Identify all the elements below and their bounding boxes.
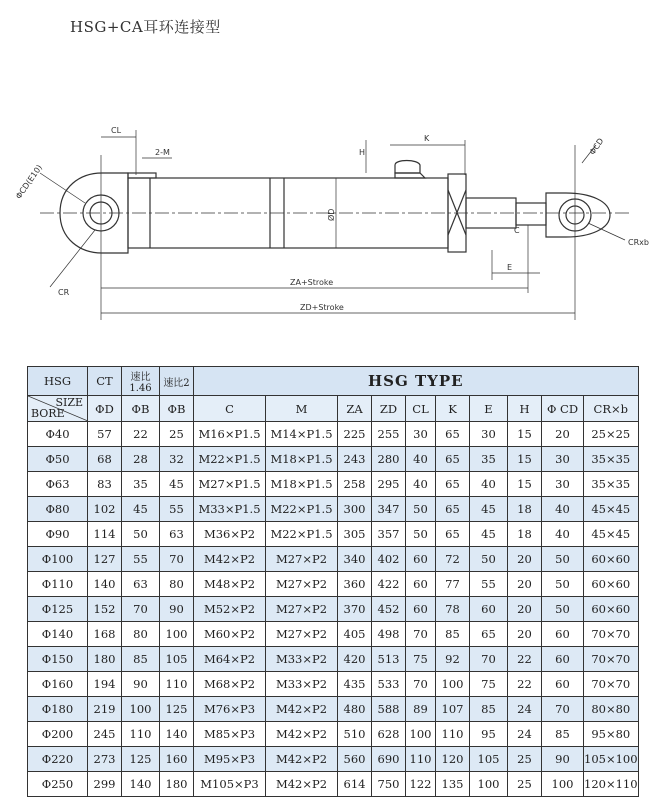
table-cell: 122 <box>406 772 436 797</box>
table-cell: 20 <box>508 622 542 647</box>
table-cell: M33×P2 <box>266 672 338 697</box>
table-cell: 70×70 <box>584 672 639 697</box>
table-cell: 20 <box>542 422 584 447</box>
table-cell: 30 <box>470 422 508 447</box>
table-row <box>28 572 639 597</box>
label-zd: ZD+Stroke <box>300 303 344 312</box>
table-row <box>28 597 639 622</box>
table-cell: 68 <box>88 447 122 472</box>
table-cell: 498 <box>372 622 406 647</box>
table-cell: 110 <box>122 722 160 747</box>
table-cell: M27×P2 <box>266 572 338 597</box>
table-cell: 100 <box>542 772 584 797</box>
table-cell: 63 <box>160 522 194 547</box>
table-cell: 614 <box>338 772 372 797</box>
table-cell: 513 <box>372 647 406 672</box>
table-cell: 60 <box>470 597 508 622</box>
table-cell: 30 <box>406 422 436 447</box>
table-cell: 135 <box>436 772 470 797</box>
table-cell: M52×P2 <box>194 597 266 622</box>
table-cell: Φ110 <box>28 572 88 597</box>
table-row <box>28 647 639 672</box>
table-cell: 75 <box>406 647 436 672</box>
table-cell: 105 <box>160 647 194 672</box>
table-cell: Φ180 <box>28 697 88 722</box>
table-cell: 32 <box>160 447 194 472</box>
table-cell: 510 <box>338 722 372 747</box>
table-row <box>28 497 639 522</box>
table-cell: 15 <box>508 422 542 447</box>
table-cell: 435 <box>338 672 372 697</box>
table-cell: 160 <box>160 747 194 772</box>
table-cell: 225 <box>338 422 372 447</box>
table-cell: 20 <box>508 572 542 597</box>
table-cell: 258 <box>338 472 372 497</box>
table-cell: 560 <box>338 747 372 772</box>
table-cell: 273 <box>88 747 122 772</box>
table-cell: M60×P2 <box>194 622 266 647</box>
table-row <box>28 697 639 722</box>
table-cell: 40 <box>406 472 436 497</box>
table-cell: 102 <box>88 497 122 522</box>
table-cell: Φ250 <box>28 772 88 797</box>
table-cell: 25×25 <box>584 422 639 447</box>
table-cell: 50 <box>406 497 436 522</box>
table-cell: 85 <box>436 622 470 647</box>
table-cell: 105 <box>470 747 508 772</box>
table-cell: M22×P1.5 <box>266 522 338 547</box>
table-cell: 140 <box>88 572 122 597</box>
table-cell: 180 <box>88 647 122 672</box>
table-cell: 300 <box>338 497 372 522</box>
table-cell: M22×P1.5 <box>194 447 266 472</box>
table-cell: M64×P2 <box>194 647 266 672</box>
table-cell: 18 <box>508 497 542 522</box>
header-ct: CT <box>88 367 122 396</box>
table-cell: 219 <box>88 697 122 722</box>
table-cell: 50 <box>470 547 508 572</box>
header-speed146: 速比1.46 <box>122 367 160 396</box>
table-row <box>28 522 639 547</box>
table-cell: M68×P2 <box>194 672 266 697</box>
table-cell: 28 <box>122 447 160 472</box>
table-row <box>28 472 639 497</box>
table-cell: 299 <box>88 772 122 797</box>
table-cell: 180 <box>160 772 194 797</box>
label-od: ØD <box>327 208 336 221</box>
table-cell: 95 <box>470 722 508 747</box>
subheader: ZA <box>338 396 372 422</box>
table-cell: 405 <box>338 622 372 647</box>
table-cell: 65 <box>436 497 470 522</box>
table-cell: 120 <box>436 747 470 772</box>
table-cell: 750 <box>372 772 406 797</box>
label-h: H <box>359 148 366 157</box>
table-cell: 70×70 <box>584 622 639 647</box>
table-cell: 114 <box>88 522 122 547</box>
table-row <box>28 747 639 772</box>
table-row <box>28 447 639 472</box>
table-cell: M18×P1.5 <box>266 447 338 472</box>
table-cell: 30 <box>542 472 584 497</box>
table-cell: Φ40 <box>28 422 88 447</box>
table-cell: Φ125 <box>28 597 88 622</box>
table-cell: M33×P1.5 <box>194 497 266 522</box>
table-cell: 360 <box>338 572 372 597</box>
table-cell: Φ90 <box>28 522 88 547</box>
table-cell: M76×P3 <box>194 697 266 722</box>
table-cell: M105×P3 <box>194 772 266 797</box>
table-cell: 125 <box>122 747 160 772</box>
cylinder-drawing <box>0 95 668 340</box>
table-cell: M27×P2 <box>266 547 338 572</box>
label-crxb: CRxb <box>628 238 649 247</box>
table-cell: 588 <box>372 697 406 722</box>
table-cell: 45 <box>122 497 160 522</box>
port-right <box>395 173 425 178</box>
table-cell: 140 <box>160 722 194 747</box>
header-hsg: HSG <box>28 367 88 396</box>
header-speed2: 速比2 <box>160 367 194 396</box>
table-cell: 85 <box>470 697 508 722</box>
label-k: K <box>424 134 430 143</box>
table-cell: 168 <box>88 622 122 647</box>
table-cell: 35×35 <box>584 447 639 472</box>
table-cell: 347 <box>372 497 406 522</box>
table-cell: 55 <box>160 497 194 522</box>
subheader: ΦB <box>160 396 194 422</box>
table-cell: 40 <box>542 522 584 547</box>
table-cell: 105×100 <box>584 747 639 772</box>
table-cell: 127 <box>88 547 122 572</box>
table-cell: Φ100 <box>28 547 88 572</box>
table-cell: 100 <box>160 622 194 647</box>
label-phicd-left: ΦCD(E10) <box>14 163 45 201</box>
table-cell: 63 <box>122 572 160 597</box>
table-row <box>28 422 639 447</box>
table-cell: 125 <box>160 697 194 722</box>
table-cell: Φ140 <box>28 622 88 647</box>
table-cell: 15 <box>508 472 542 497</box>
table-cell: M42×P2 <box>266 747 338 772</box>
table-cell: 40 <box>470 472 508 497</box>
table-cell: 90 <box>542 747 584 772</box>
table-cell: 90 <box>122 672 160 697</box>
table-cell: M42×P2 <box>266 697 338 722</box>
table-cell: 533 <box>372 672 406 697</box>
table-cell: 35 <box>470 447 508 472</box>
subheader: H <box>508 396 542 422</box>
table-cell: 45 <box>470 497 508 522</box>
label-za: ZA+Stroke <box>290 278 334 287</box>
table-cell: 243 <box>338 447 372 472</box>
table-cell: 60 <box>406 597 436 622</box>
table-cell: Φ200 <box>28 722 88 747</box>
table-cell: 480 <box>338 697 372 722</box>
table-cell: Φ150 <box>28 647 88 672</box>
table-cell: 107 <box>436 697 470 722</box>
label-c: C <box>514 226 520 235</box>
table-cell: 65 <box>436 522 470 547</box>
table-cell: 78 <box>436 597 470 622</box>
table-cell: 70 <box>406 672 436 697</box>
table-cell: M22×P1.5 <box>266 497 338 522</box>
table-cell: 35 <box>122 472 160 497</box>
subheader: CL <box>406 396 436 422</box>
table-cell: 340 <box>338 547 372 572</box>
table-cell: 22 <box>508 647 542 672</box>
table-cell: 60×60 <box>584 597 639 622</box>
table-cell: M14×P1.5 <box>266 422 338 447</box>
table-cell: 194 <box>88 672 122 697</box>
table-cell: 70 <box>122 597 160 622</box>
table-cell: 80 <box>122 622 160 647</box>
table-cell: 83 <box>88 472 122 497</box>
table-cell: 70 <box>406 622 436 647</box>
table-cell: 65 <box>470 622 508 647</box>
page-title: HSG+CA耳环连接型 <box>70 18 221 36</box>
table-cell: 45×45 <box>584 522 639 547</box>
header-size-bore <box>28 396 88 422</box>
subheader: K <box>436 396 470 422</box>
table-row <box>28 672 639 697</box>
table-cell: 22 <box>508 672 542 697</box>
table-cell: M18×P1.5 <box>266 472 338 497</box>
table-cell: 55 <box>470 572 508 597</box>
table-cell: M42×P2 <box>266 722 338 747</box>
table-cell: 24 <box>508 722 542 747</box>
table-cell: 80 <box>160 572 194 597</box>
table-cell: 60 <box>406 547 436 572</box>
table-row <box>28 772 639 797</box>
table-cell: 72 <box>436 547 470 572</box>
subheader: CR×b <box>584 396 639 422</box>
subheader: E <box>470 396 508 422</box>
subheader: ZD <box>372 396 406 422</box>
table-cell: 70×70 <box>584 647 639 672</box>
table-cell: 77 <box>436 572 470 597</box>
table-cell: 420 <box>338 647 372 672</box>
table-cell: 255 <box>372 422 406 447</box>
table-cell: M42×P2 <box>194 547 266 572</box>
table-cell: M95×P3 <box>194 747 266 772</box>
table-cell: 280 <box>372 447 406 472</box>
table-cell: 40 <box>406 447 436 472</box>
table-cell: 100 <box>436 672 470 697</box>
subheader: Φ CD <box>542 396 584 422</box>
header-size: SIZE <box>55 396 83 409</box>
table-row <box>28 622 639 647</box>
table-cell: 45 <box>160 472 194 497</box>
table-cell: 60 <box>406 572 436 597</box>
table-cell: 45×45 <box>584 497 639 522</box>
table-cell: 422 <box>372 572 406 597</box>
table-cell: 402 <box>372 547 406 572</box>
table-cell: 45 <box>470 522 508 547</box>
table-cell: 50 <box>542 572 584 597</box>
table-cell: M36×P2 <box>194 522 266 547</box>
table-cell: 85 <box>542 722 584 747</box>
table-cell: 60 <box>542 622 584 647</box>
table-cell: 60×60 <box>584 572 639 597</box>
header-hsg-type: HSG TYPE <box>194 367 639 396</box>
table-cell: 50 <box>542 547 584 572</box>
spec-table-body <box>28 422 639 797</box>
table-cell: M42×P2 <box>266 772 338 797</box>
table-cell: 245 <box>88 722 122 747</box>
table-cell: 65 <box>436 447 470 472</box>
table-cell: 65 <box>436 472 470 497</box>
table-cell: 22 <box>122 422 160 447</box>
label-e: E <box>507 263 513 272</box>
table-row <box>28 722 639 747</box>
table-cell: 370 <box>338 597 372 622</box>
table-cell: 24 <box>508 697 542 722</box>
label-2m: 2-M <box>155 148 170 157</box>
table-cell: 100 <box>406 722 436 747</box>
table-cell: 25 <box>508 772 542 797</box>
table-cell: 57 <box>88 422 122 447</box>
table-cell: Φ50 <box>28 447 88 472</box>
table-cell: M85×P3 <box>194 722 266 747</box>
subheader: ΦD <box>88 396 122 422</box>
table-cell: Φ63 <box>28 472 88 497</box>
table-cell: 110 <box>160 672 194 697</box>
table-cell: 60 <box>542 672 584 697</box>
table-cell: 140 <box>122 772 160 797</box>
table-cell: M16×P1.5 <box>194 422 266 447</box>
subheader: C <box>194 396 266 422</box>
table-cell: 20 <box>508 547 542 572</box>
table-cell: M27×P2 <box>266 622 338 647</box>
table-cell: 55 <box>122 547 160 572</box>
table-cell: 628 <box>372 722 406 747</box>
table-cell: 100 <box>470 772 508 797</box>
table-cell: 92 <box>436 647 470 672</box>
table-cell: 18 <box>508 522 542 547</box>
table-row <box>28 547 639 572</box>
table-cell: 95×80 <box>584 722 639 747</box>
port-left <box>128 173 156 178</box>
table-cell: 70 <box>160 547 194 572</box>
table-cell: 70 <box>542 697 584 722</box>
table-cell: 110 <box>436 722 470 747</box>
table-cell: 35×35 <box>584 472 639 497</box>
table-cell: Φ80 <box>28 497 88 522</box>
label-phicd-right: ΦCD <box>587 136 606 157</box>
table-cell: 357 <box>372 522 406 547</box>
table-cell: 50 <box>542 597 584 622</box>
table-cell: 89 <box>406 697 436 722</box>
table-cell: 60×60 <box>584 547 639 572</box>
table-cell: Φ160 <box>28 672 88 697</box>
table-cell: M33×P2 <box>266 647 338 672</box>
spec-table <box>27 366 639 797</box>
table-cell: 25 <box>508 747 542 772</box>
table-cell: 50 <box>122 522 160 547</box>
table-cell: M27×P1.5 <box>194 472 266 497</box>
subheader: ΦB <box>122 396 160 422</box>
table-cell: 690 <box>372 747 406 772</box>
table-cell: 65 <box>436 422 470 447</box>
header-bore: BORE <box>31 407 65 420</box>
table-cell: 452 <box>372 597 406 622</box>
subheader: M <box>266 396 338 422</box>
label-cr: CR <box>58 288 70 297</box>
table-cell: 152 <box>88 597 122 622</box>
table-cell: 30 <box>542 447 584 472</box>
table-cell: 70 <box>470 647 508 672</box>
table-cell: 75 <box>470 672 508 697</box>
table-cell: M48×P2 <box>194 572 266 597</box>
table-cell: 60 <box>542 647 584 672</box>
table-cell: 15 <box>508 447 542 472</box>
table-cell: 120×110 <box>584 772 639 797</box>
table-cell: 305 <box>338 522 372 547</box>
table-cell: 85 <box>122 647 160 672</box>
table-cell: 295 <box>372 472 406 497</box>
table-cell: 50 <box>406 522 436 547</box>
table-cell: 100 <box>122 697 160 722</box>
table-cell: 40 <box>542 497 584 522</box>
label-cl: CL <box>111 126 122 135</box>
table-cell: 20 <box>508 597 542 622</box>
table-cell: 110 <box>406 747 436 772</box>
table-cell: 90 <box>160 597 194 622</box>
table-cell: M27×P2 <box>266 597 338 622</box>
table-cell: Φ220 <box>28 747 88 772</box>
table-cell: 80×80 <box>584 697 639 722</box>
table-cell: 25 <box>160 422 194 447</box>
